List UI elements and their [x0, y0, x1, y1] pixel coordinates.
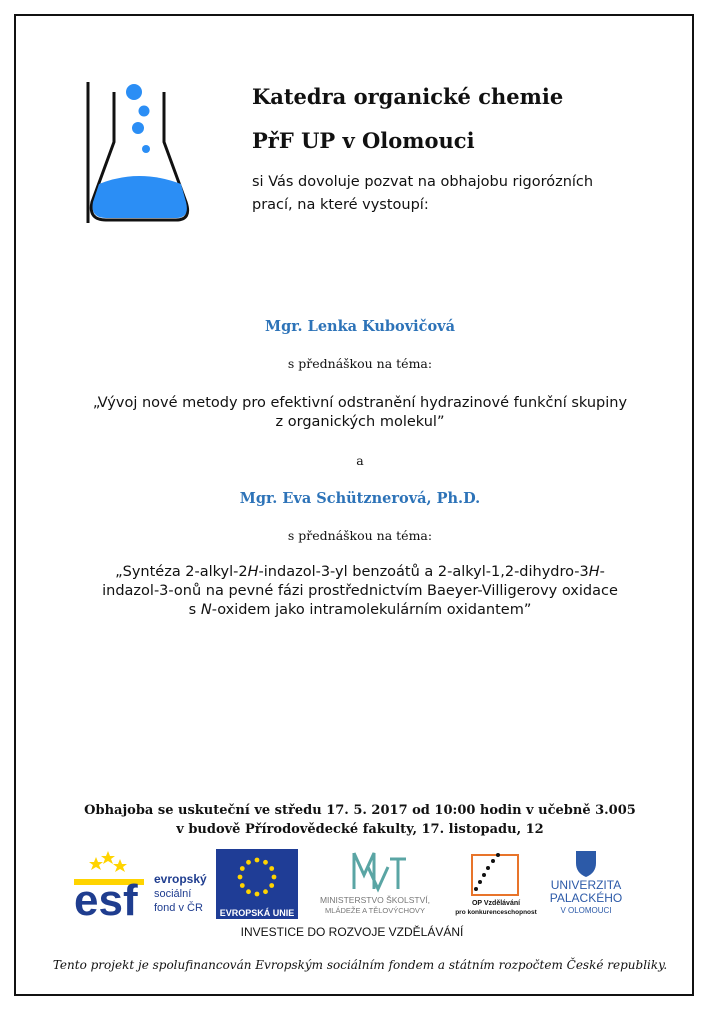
sponsor-logos — [74, 849, 630, 941]
eu-star — [240, 866, 245, 871]
eu-star — [263, 860, 268, 865]
op-line: pro konkurenceschopnost — [455, 909, 537, 916]
msmt-logo — [310, 849, 440, 919]
up-line: V OLOMOUCI — [560, 906, 612, 915]
topic-line: indazol-3-onů na pevné fázi prostřednictvím Baeyer-Villigerovy oxidace — [102, 583, 618, 599]
eu-star — [240, 883, 245, 888]
speaker-intro: s přednáškou na téma: — [287, 528, 433, 543]
esf-line: sociální — [154, 888, 192, 900]
topic-line: s N-oxidem jako intramolekulárním oxidantem” — [188, 602, 532, 618]
esf-word: esf — [74, 876, 138, 919]
footer-note: Tento projekt je spolufinancován Evropským sociálním fondem a státním rozpočtem České republiky. — [52, 958, 668, 972]
speaker-name: Mgr. Eva Schütznerová, Ph.D. — [239, 490, 481, 507]
eu-star — [255, 858, 260, 863]
esf-logo — [74, 849, 214, 919]
msmt-line: MINISTERSTVO ŠKOLSTVÍ, — [319, 895, 431, 905]
eu-star — [246, 860, 251, 865]
esf-line: evropský — [154, 872, 207, 886]
eu-star — [238, 875, 243, 880]
topic-line: „Syntéza 2-alkyl-2H-indazol-3-yl benzoátů a 2-alkyl-1,2-dihydro-3H- — [115, 564, 605, 580]
up-line: PALACKÉHO — [549, 891, 623, 905]
eu-star — [269, 866, 274, 871]
speaker-topic — [40, 394, 680, 432]
invitation-line: prací, na které vystoupí: — [252, 197, 429, 213]
defense-line: Obhajoba se uskuteční ve středu 17. 5. 2017 od 10:00 hodin v učebně 3.005 — [84, 803, 636, 818]
msmt-line: MLÁDEŽE A TĚLOVÝCHOVY — [325, 906, 425, 915]
eu-star — [246, 889, 251, 894]
department-title: Katedra organické chemie — [252, 84, 564, 109]
speaker-name: Mgr. Lenka Kubovičová — [265, 318, 455, 335]
flask-icon — [84, 80, 196, 225]
op-line: OP Vzdělávání — [471, 900, 521, 907]
speaker-topic — [40, 563, 680, 620]
topic-line: z organických molekul” — [275, 414, 445, 430]
topic-line: „Vývoj nové metody pro efektivní odstranění hydrazinové funkční skupiny — [92, 395, 628, 411]
defense-info — [40, 801, 680, 839]
faculty-title: PřF UP v Olomouci — [252, 128, 475, 153]
eu-flag-logo — [216, 849, 298, 919]
speaker-intro: s přednáškou na téma: — [287, 356, 433, 371]
eu-star — [269, 883, 274, 888]
investice-caption: INVESTICE DO ROZVOJE VZDĚLÁVÁNÍ — [240, 925, 464, 939]
esf-line: fond v ČR — [154, 902, 203, 914]
up-line: UNIVERZITA — [550, 878, 622, 892]
eu-star — [255, 892, 260, 897]
defense-line: v budově Přírodovědecké fakulty, 17. listopadu, 12 — [176, 822, 544, 837]
invitation-line: si Vás dovoluje pozvat na obhajobu rigorózních — [252, 174, 594, 190]
conjunction: a — [356, 453, 364, 468]
up-logo — [542, 849, 630, 919]
invitation-text — [252, 171, 632, 217]
eu-caption: EVROPSKÁ UNIE — [219, 908, 295, 918]
eu-star — [263, 889, 268, 894]
op-logo — [446, 849, 546, 919]
eu-star — [272, 875, 277, 880]
